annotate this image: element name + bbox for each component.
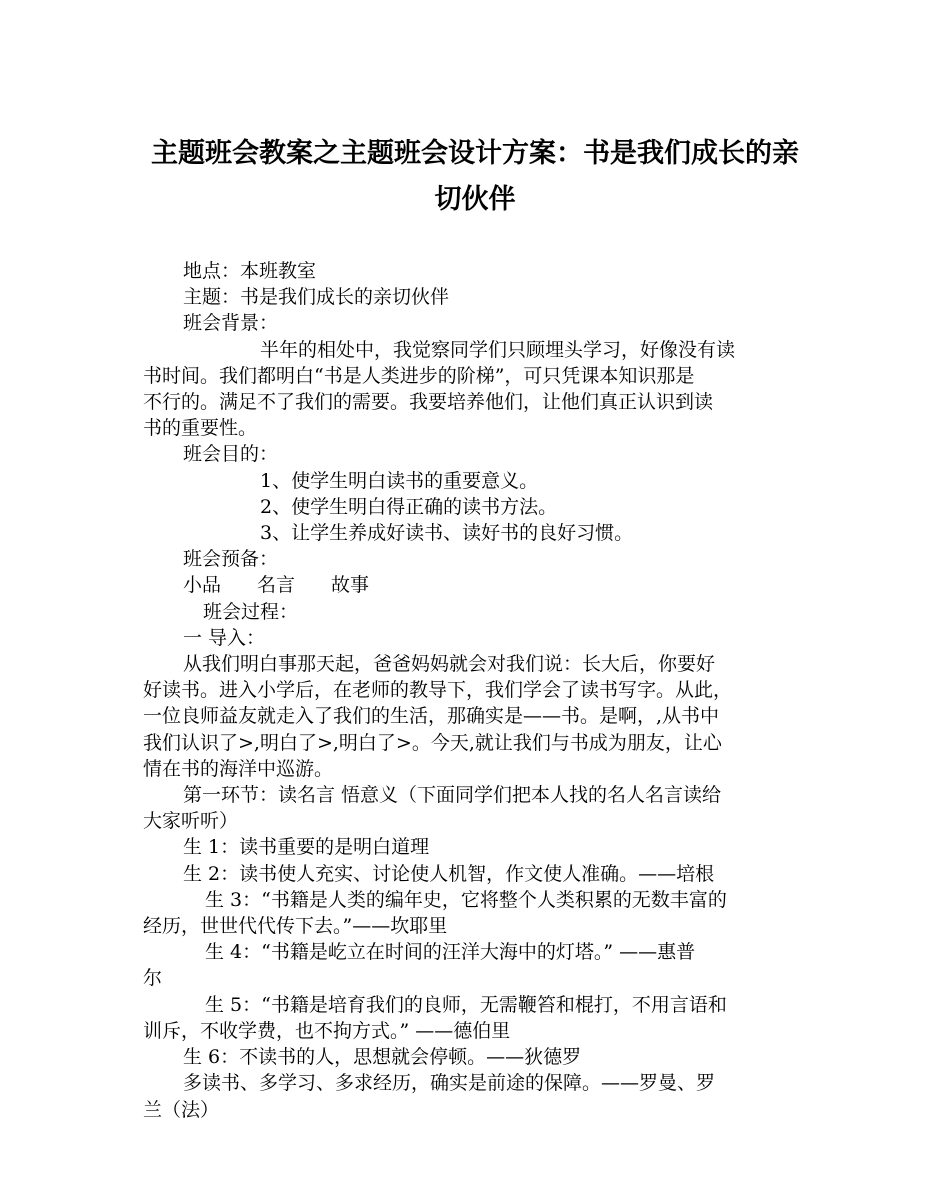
quote-line: 生 1：读书重要的是明白道理 bbox=[183, 836, 430, 859]
purpose-item: 3、让学生养成好读书、读好书的良好习惯。 bbox=[260, 522, 634, 545]
quote-line: 生 2：读书使人充实、讨论使人机智，作文使人准确。——培根 bbox=[183, 862, 715, 885]
background-paragraph-line: 书时间。我们都明白“书是人类进步的阶梯”，可只凭课本知识那是 bbox=[143, 364, 695, 387]
preparation-item: 故事 bbox=[331, 574, 370, 597]
intro-paragraph-line: 我们认识了>,明白了>,明白了>。今天,就让我们与书成为朋友，让心 bbox=[143, 731, 722, 754]
background-paragraph-line: 书的重要性。 bbox=[143, 417, 258, 440]
preparation-item: 名言 bbox=[257, 574, 296, 597]
intro-paragraph-line: 一位良师益友就走入了我们的生活，那确实是——书。是啊，,从书中 bbox=[143, 705, 720, 728]
process-heading: 班会过程： bbox=[203, 600, 299, 623]
preparation-items bbox=[143, 572, 813, 598]
quote-line: 兰（法） bbox=[143, 1098, 220, 1121]
background-heading: 班会背景： bbox=[183, 312, 279, 335]
document-body bbox=[143, 258, 813, 1123]
quote-line: 多读书、多学习、多求经历，确实是前途的保障。——罗曼、罗 bbox=[183, 1072, 716, 1095]
purpose-heading: 班会目的： bbox=[183, 443, 279, 466]
purpose-item: 1、使学生明白读书的重要意义。 bbox=[260, 469, 539, 492]
intro-paragraph-line: 好读书。进入小学后，在老师的教导下，我们学会了读书写字。从此， bbox=[143, 679, 733, 702]
quote-line: 生 4：“书籍是屹立在时间的汪洋大海中的灯塔。” ——惠普 bbox=[205, 941, 696, 964]
preparation-heading: 班会预备： bbox=[183, 548, 279, 571]
quote-line: 尔 bbox=[143, 967, 163, 990]
intro-paragraph-line: 从我们明白事那天起，爸爸妈妈就会对我们说：长大后，你要好 bbox=[183, 653, 716, 676]
section-one-line: 大家听听） bbox=[143, 810, 239, 833]
quote-line: 生 6：不读书的人，思想就会停顿。——狄德罗 bbox=[183, 1046, 582, 1069]
intro-heading: 一 导入： bbox=[183, 626, 266, 649]
theme-line: 主题：书是我们成长的亲切伙伴 bbox=[183, 286, 450, 309]
quote-line: 经历，世世代代传下去。”——坎耶里 bbox=[143, 915, 448, 938]
quote-line: 训斥，不收学费，也不拘方式。” ——德伯里 bbox=[143, 1019, 511, 1042]
preparation-item: 小品 bbox=[183, 574, 222, 597]
quote-line: 生 5：“书籍是培育我们的良师，无需鞭笞和棍打，不用言语和 bbox=[205, 993, 727, 1016]
background-paragraph-line: 半年的相处中，我觉察同学们只顾埋头学习，好像没有读 bbox=[260, 338, 736, 361]
title-line-1: 主题班会教案之主题班会设计方案：书是我们成长的亲 bbox=[151, 138, 799, 169]
quote-line: 生 3：“书籍是人类的编年史，它将整个人类积累的无数丰富的 bbox=[205, 888, 727, 911]
background-paragraph-line: 不行的。满足不了我们的需要。我要培养他们，让他们真正认识到读 bbox=[143, 391, 714, 414]
purpose-item: 2、使学生明白得正确的读书方法。 bbox=[260, 495, 558, 518]
section-one-line: 第一环节：读名言 悟意义（下面同学们把本人找的名人名言读给 bbox=[183, 784, 722, 807]
intro-paragraph-line: 情在书的海洋中巡游。 bbox=[143, 757, 334, 780]
location-line: 地点：本班教室 bbox=[183, 260, 317, 282]
title-line-2: 切伙伴 bbox=[434, 184, 516, 215]
